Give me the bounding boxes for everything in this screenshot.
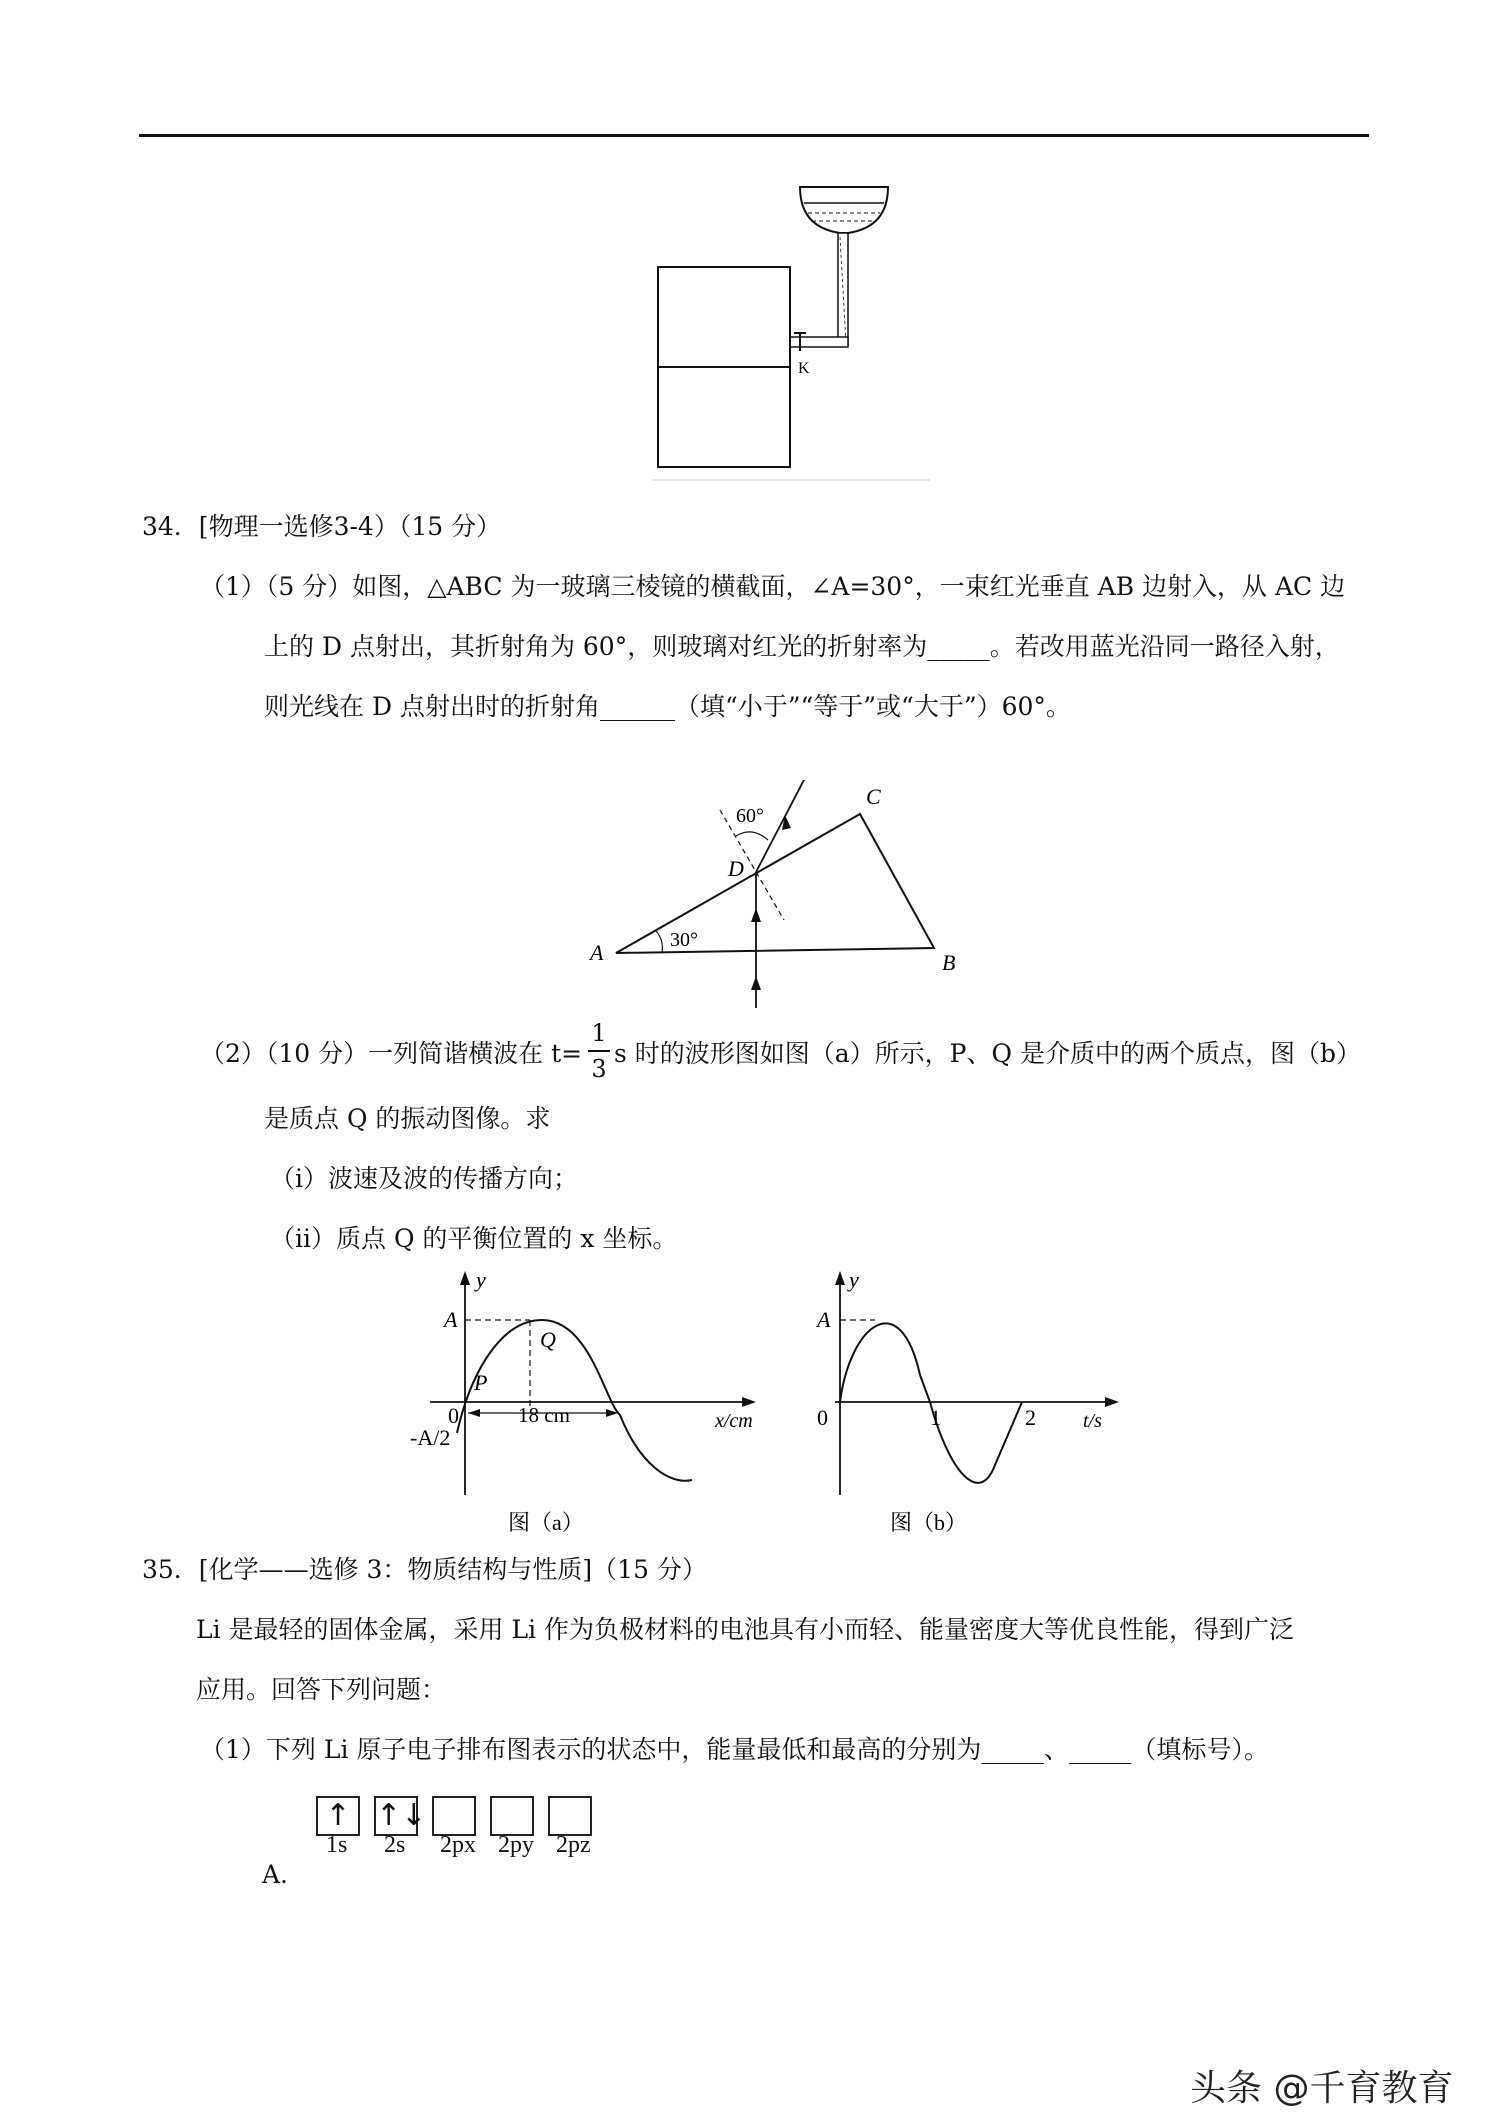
q34-part2-suffix: s 时的波形图如图（a）所示，P、Q 是介质中的两个质点，图（b）	[614, 1039, 1361, 1068]
graph-a-y-label: y	[476, 1267, 486, 1292]
orbital-box-2py	[490, 1796, 534, 1836]
valve-label-k: K	[798, 360, 810, 377]
prism-vertex-a: A	[590, 940, 604, 965]
graph-b-tick-1: 1	[930, 1405, 941, 1430]
prism-vertex-b: B	[942, 950, 956, 975]
graph-a-amplitude: A	[444, 1307, 458, 1332]
q34-part2-i: （i）波速及波的传播方向；	[270, 1164, 578, 1193]
graph-b-y-label: y	[849, 1267, 859, 1292]
prism-angle-a: 30°	[670, 929, 698, 951]
orbital-box-2s: ↑↓	[374, 1796, 418, 1836]
orbital-box-2pz	[548, 1796, 592, 1836]
apparatus-figure	[640, 175, 940, 485]
orbital-label-2py: 2py	[498, 1832, 534, 1858]
fraction-one-third	[588, 1018, 610, 1084]
graph-a-point-q: Q	[540, 1327, 556, 1352]
graph-a-span-label: 18 cm	[518, 1403, 570, 1427]
vibration-graph-b	[805, 1265, 1135, 1545]
prism-point-d: D	[728, 856, 744, 881]
q34-part2-line2: 是质点 Q 的振动图像。求	[264, 1104, 551, 1133]
graph-b-origin: 0	[817, 1405, 828, 1430]
fraction-numerator: 1	[591, 1019, 607, 1047]
q35-header: 35．[化学——选修 3：物质结构与性质]（15 分）	[142, 1555, 707, 1584]
q34-part1-line2: 上的 D 点射出，其折射角为 60°，则玻璃对红光的折射率为_____。若改用蓝光沿同一路径入射，	[264, 632, 1340, 661]
watermark: 头条 @千育教育	[1190, 2068, 1454, 2109]
orbital-label-2pz: 2pz	[556, 1832, 591, 1858]
orbital-box-2px	[432, 1796, 476, 1836]
graph-a-point-p: P	[474, 1370, 488, 1395]
prism-figure	[570, 780, 970, 1010]
graph-b-amplitude: A	[817, 1307, 831, 1332]
q35-question1: （1）下列 Li 原子电子排布图表示的状态中，能量最低和最高的分别为_____、_____（填标号）。	[200, 1735, 1269, 1764]
orbital-label-2s: 2s	[384, 1832, 406, 1858]
graph-a-caption: 图（a）	[508, 1510, 584, 1535]
q34-part1-line3: 则光线在 D 点射出时的折射角______（填“小于”“等于”或“大于”）60°。	[264, 692, 1071, 721]
prism-vertex-c: C	[866, 784, 881, 809]
prism-angle-d: 60°	[736, 805, 764, 827]
graph-b-x-label: t/s	[1083, 1410, 1102, 1432]
q34-part1-line1: （1）（5 分）如图，△ABC 为一玻璃三棱镜的横截面，∠A=30°，一束红光垂直 AB 边射入，从 AC 边	[200, 572, 1346, 601]
q34-part2-ii: （ii）质点 Q 的平衡位置的 x 坐标。	[270, 1224, 678, 1253]
vibration-curve	[840, 1323, 1022, 1482]
wave-curve	[457, 1320, 692, 1481]
q34-header: 34．[物理一选修3-4）（15 分）	[142, 512, 502, 541]
option-a-label: A.	[262, 1860, 289, 1889]
graph-a-x-label: x/cm	[715, 1410, 753, 1432]
q34-part2-prefix: （2）（10 分）一列简谐横波在 t=	[200, 1039, 583, 1068]
graph-b-tick-2: 2	[1025, 1405, 1036, 1430]
orbital-label-1s: 1s	[326, 1832, 348, 1858]
orbital-label-2px: 2px	[440, 1832, 476, 1858]
orbital-box-1s: ↑	[316, 1796, 360, 1836]
graph-a-origin: 0	[448, 1403, 459, 1428]
top-rule	[139, 134, 1369, 137]
fraction-denominator: 3	[591, 1055, 607, 1083]
q35-intro-line2: 应用。回答下列问题：	[196, 1675, 447, 1704]
graph-b-caption: 图（b）	[890, 1510, 968, 1535]
wave-graph-a	[390, 1265, 770, 1545]
graph-a-neg-half-a: -A/2	[410, 1425, 451, 1450]
q35-intro-line1: Li 是最轻的固体金属，采用 Li 作为负极材料的电池具有小而轻、能量密度大等优良性能，得到广泛	[196, 1615, 1295, 1644]
